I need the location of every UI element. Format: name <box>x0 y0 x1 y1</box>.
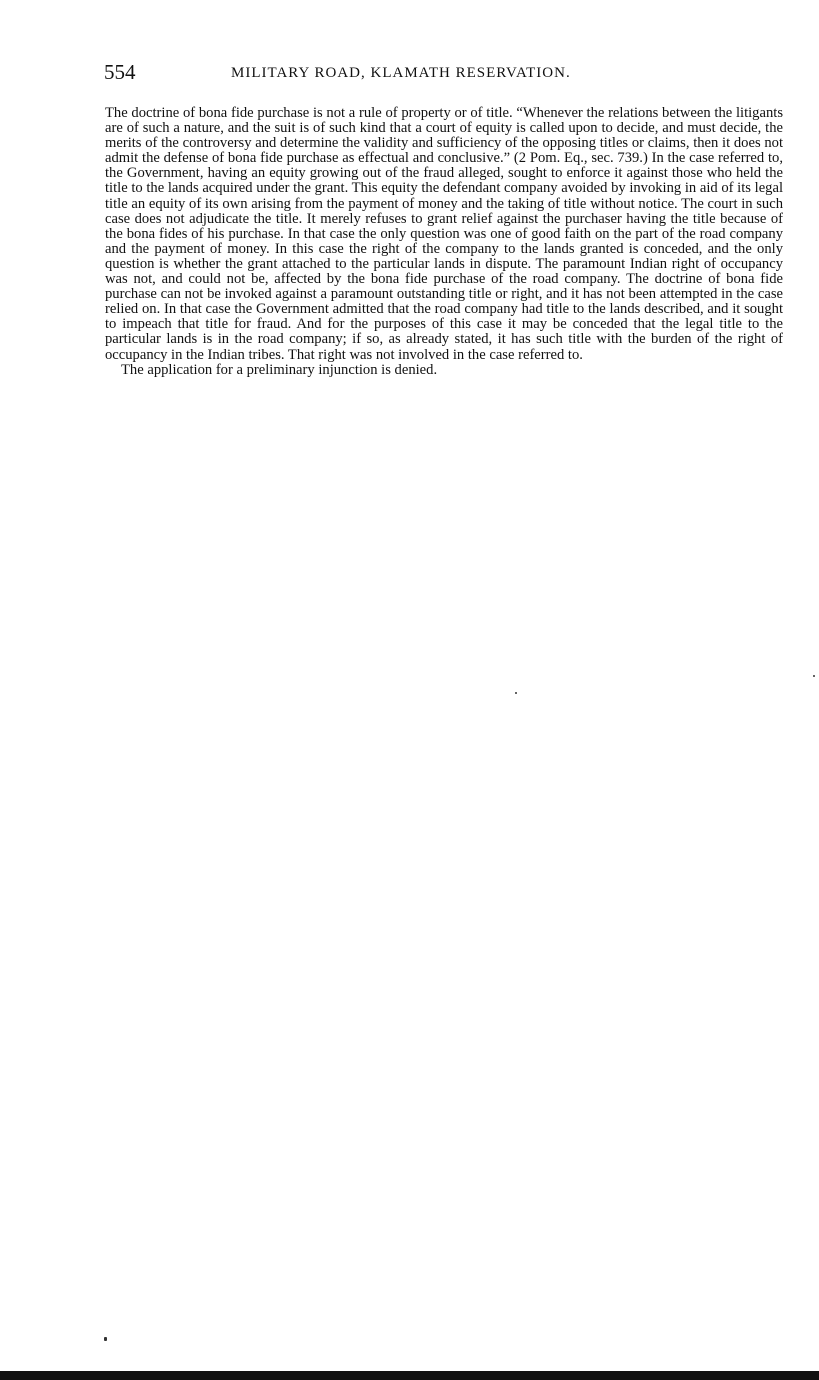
body-text <box>105 106 783 378</box>
paragraph-bona-fide-doctrine: The doctrine of bona fide purchase is not a rule of property or of title. “Whenever the relations between the litigants are of such a nature, and the suit is of such kind that a court of equity is called upon to decide, and must decide, the merits of the controversy and determine the validity and sufficiency of the opposing titles or claims, then it does not admit the defense of bona fide purchase as effectual and conclusive.” (2 Pom. Eq., sec. 739.) In the case referred to, the Government, having an equity growing out of the fraud alleged, sought to enforce it against those who held the title to the lands acquired under the grant. This equity the defendant company avoided by invoking in aid of its legal title an equity of its own arising from the payment of money and the taking of title without notice. The court in such case does not adjudicate the title. It merely refuses to grant relief against the purchaser having the title because of the bona fides of his purchase. In that case the only question was one of good faith on the part of the road company and the payment of money. In this case the right of the company to the lands granted is conceded, and the only question is whether the grant attached to the particular lands in dispute. The paramount Indian right of occupancy was not, and could not be, affected by the bona fide purchase of the road company. The doctrine of bona fide purchase can not be invoked against a paramount outstanding title or right, and it has not been attempted in the case relied on. In that case the Government admitted that the road company had title to the lands described, and it sought to impeach that title for fraud. And for the purposes of this case it may be conceded that the legal title to the particular lands is in the road company; if so, as already stated, it has such title with the burden of the right of occupancy in the Indian tribes. That right was not involved in the case referred to. <box>105 105 783 363</box>
scan-bottom-edge <box>0 1371 819 1380</box>
scan-speck <box>813 675 815 677</box>
running-title: MILITARY ROAD, KLAMATH RESERVATION. <box>231 65 571 81</box>
paragraph-decision: The application for a preliminary injunction is denied. <box>121 361 438 378</box>
scan-speck <box>104 1337 107 1341</box>
scan-speck <box>515 692 517 694</box>
page-number: 554 <box>104 60 136 84</box>
